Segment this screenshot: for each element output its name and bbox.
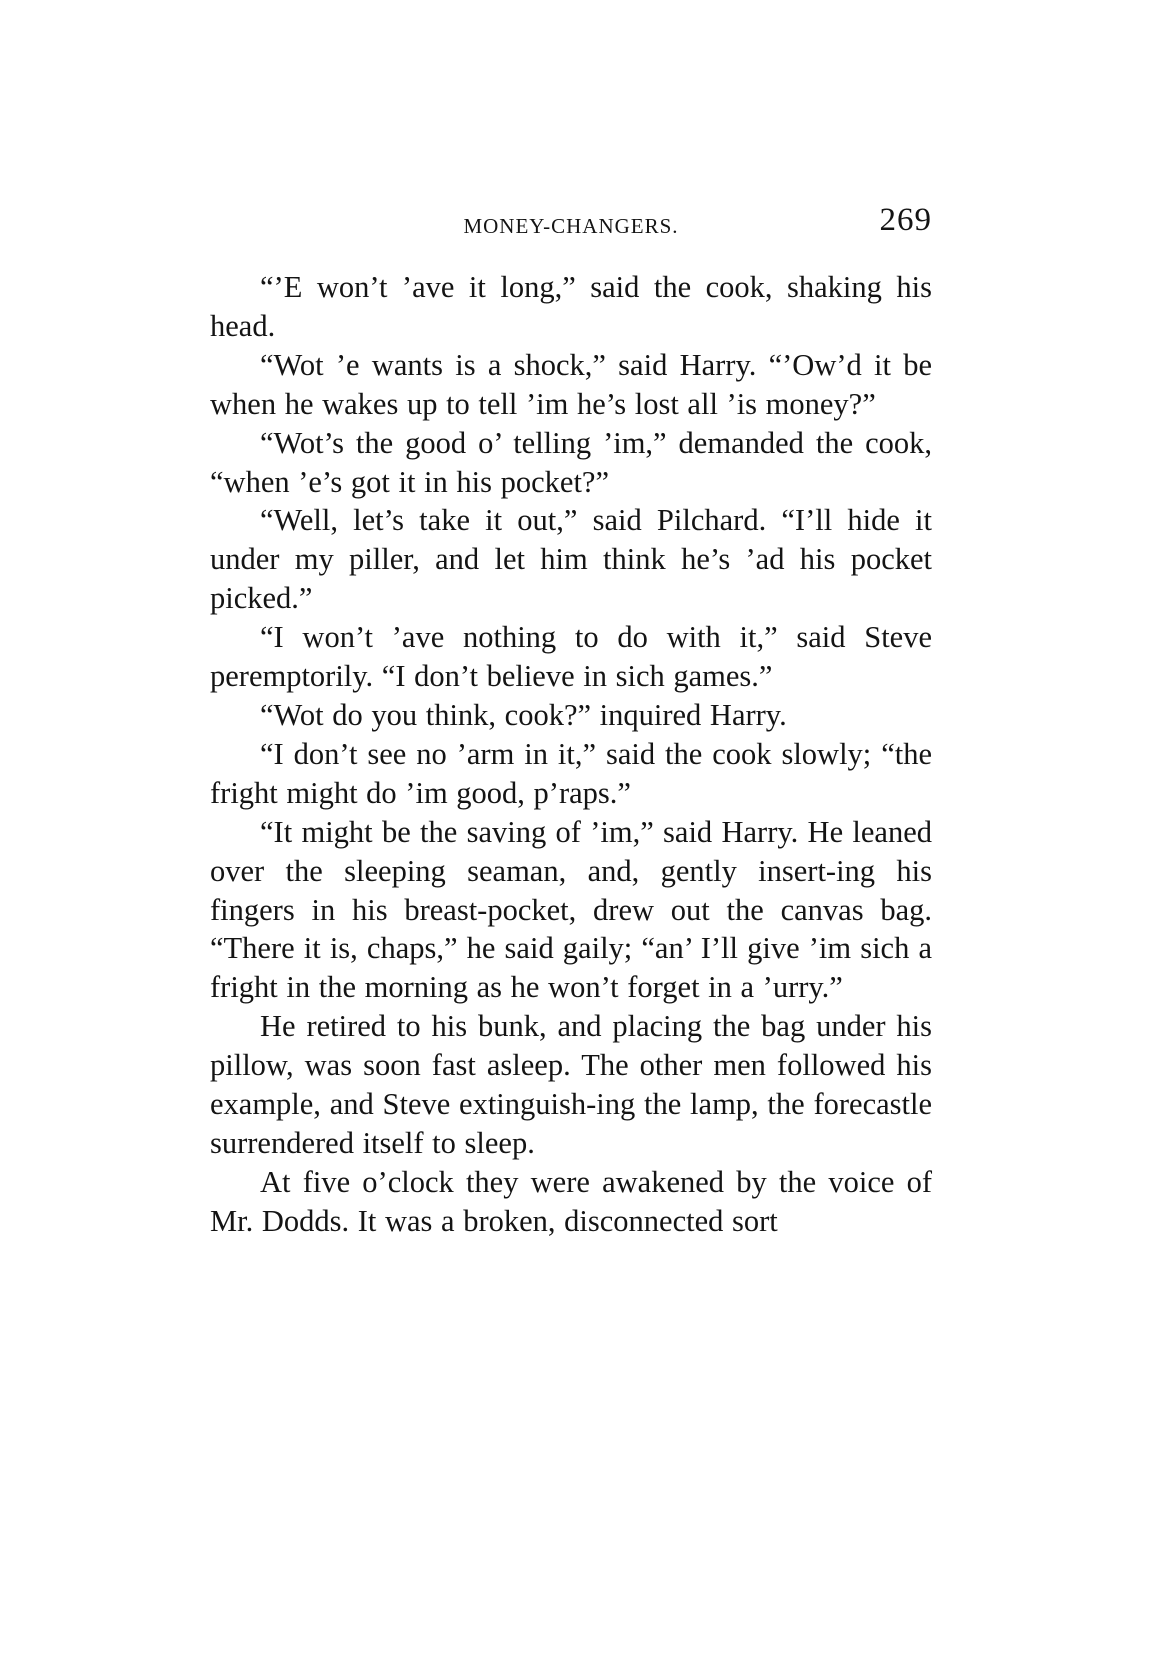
paragraph: “I won’t ’ave nothing to do with it,” said Steve peremptorily. “I don’t believe in sich games.” bbox=[210, 620, 932, 694]
running-title: MONEY-CHANGERS. bbox=[463, 214, 679, 238]
paragraph: “It might be the saving of ’im,” said Harry. He leaned over the sleeping seaman, and, gently insert-ing his fingers in his breast-pocket, drew out the canvas bag. “There it is, chaps,” he said gaily; “an’ I’ll give ’im sich a fright in the morning as he won’t forget in a ’urry.” bbox=[210, 814, 932, 1005]
paragraph: “’E won’t ’ave it long,” said the cook, shaking his head. bbox=[210, 270, 932, 343]
body-text bbox=[210, 268, 932, 1241]
book-page bbox=[210, 190, 932, 1241]
page-number: 269 bbox=[879, 202, 932, 238]
running-head bbox=[210, 190, 932, 252]
paragraph: He retired to his bunk, and placing the bag under his pillow, was soon fast asleep. The other men followed his example, and Steve extinguish-ing the lamp, the forecastle surrendered itself to sleep. bbox=[210, 1009, 932, 1160]
paragraph: “Wot’s the good o’ telling ’im,” demanded the cook, “when ’e’s got it in his pocket?” bbox=[210, 425, 932, 499]
paragraph: “Well, let’s take it out,” said Pilchard. “I’ll hide it under my piller, and let him think he’s ’ad his pocket picked.” bbox=[210, 503, 932, 616]
paragraph: “Wot ’e wants is a shock,” said Harry. “’Ow’d it be when he wakes up to tell ’im he’s lost all ’is money?” bbox=[210, 347, 932, 421]
paragraph: “I don’t see no ’arm in it,” said the cook slowly; “the fright might do ’im good, p’raps.” bbox=[210, 736, 932, 810]
paragraph: At five o’clock they were awakened by the voice of Mr. Dodds. It was a broken, disconnected sort bbox=[210, 1164, 932, 1238]
paragraph: “Wot do you think, cook?” inquired Harry. bbox=[260, 697, 787, 732]
